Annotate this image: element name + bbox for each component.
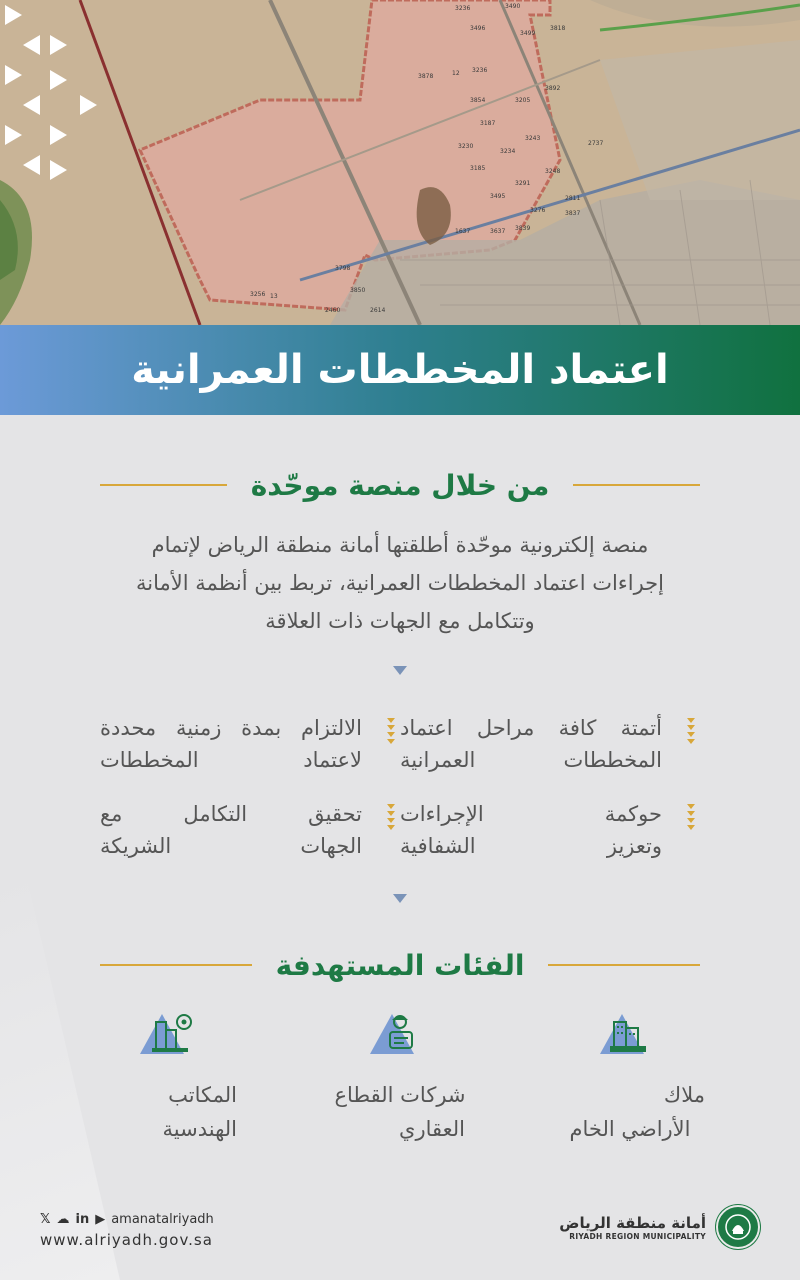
org-name-arabic: أمانة منطقة الرياض xyxy=(559,1213,706,1232)
platform-heading-row xyxy=(100,465,700,505)
map-plot-label: 3495 xyxy=(490,193,506,200)
platform-heading: من خلال منصة موحّدة xyxy=(250,468,550,502)
municipality-seal-icon xyxy=(716,1205,760,1249)
real-estate-engineer-icon xyxy=(370,1008,430,1056)
target-label: شركات القطاع xyxy=(334,1083,466,1107)
website-link[interactable]: www.alriyadh.gov.sa xyxy=(40,1231,213,1249)
footer-logo xyxy=(559,1202,760,1252)
map-plot-label: 3854 xyxy=(470,97,486,104)
chevrons-down-icon xyxy=(382,798,400,832)
map-plot-label: 3185 xyxy=(470,165,486,172)
map-plot-label: 3276 xyxy=(530,207,546,214)
map-plot-label: 2811 xyxy=(565,195,581,202)
feature-line: الجهات الشريكة xyxy=(100,834,362,858)
map-plot-label: 3230 xyxy=(458,143,474,150)
org-name-english: RIYADH REGION MUNICIPALITY xyxy=(569,1231,706,1241)
map-plot-label: 2737 xyxy=(588,140,604,147)
targets-heading: الفئات المستهدفة xyxy=(275,948,525,982)
map-plot-label: 3291 xyxy=(515,180,531,187)
divider-line xyxy=(573,484,700,486)
map-plot-label: 3850 xyxy=(350,287,366,294)
target-label: العقاري xyxy=(399,1117,465,1141)
map-plot-label: 3892 xyxy=(545,85,561,92)
map-plot-label: 3798 xyxy=(335,265,351,272)
map-plot-label: 3818 xyxy=(550,25,566,32)
target-label: الهندسية xyxy=(162,1117,237,1141)
targets-heading-row xyxy=(100,945,700,985)
intro-line: منصة إلكترونية موحّدة أطلقتها أمانة منطقة الرياض لإتمام xyxy=(151,533,649,557)
feature-item xyxy=(100,712,400,776)
map-plot-label: 3248 xyxy=(545,168,561,175)
target-item-real-estate xyxy=(315,1008,485,1146)
map-plot-label: 3839 xyxy=(515,225,531,232)
feature-line: تحقيق التكامل مع xyxy=(100,802,362,826)
map-plot-label: 3490 xyxy=(505,3,521,10)
feature-item xyxy=(400,798,700,862)
target-label: ملاك xyxy=(663,1083,705,1107)
down-triangle-icon xyxy=(393,894,407,903)
map-plot-label: 3234 xyxy=(500,148,516,155)
map-plot-label: 13 xyxy=(270,293,278,300)
map-plot-label: 3878 xyxy=(418,73,434,80)
engineering-office-icon xyxy=(140,1008,200,1056)
map-plot-label: 3837 xyxy=(565,210,581,217)
feature-line: المخططات العمرانية xyxy=(400,748,662,772)
feature-line: أتمتة كافة مراحل اعتماد xyxy=(400,716,662,740)
intro-line: وتتكامل مع الجهات ذات العلاقة xyxy=(265,609,535,633)
map-plot-label: 3205 xyxy=(515,97,531,104)
chevrons-down-icon xyxy=(382,712,400,746)
map-plot-label: 2614 xyxy=(370,307,386,314)
map-plot-label: 3637 xyxy=(490,228,506,235)
target-label: الأراضي الخام xyxy=(569,1117,691,1141)
map-plot-label: 2460 xyxy=(325,307,341,314)
intro-line: إجراءات اعتماد المخططات العمرانية، تربط بين أنظمة الأمانة xyxy=(136,571,664,595)
map-plot-label: 3236 xyxy=(455,5,471,12)
feature-item xyxy=(400,712,700,776)
social-row xyxy=(40,1212,300,1227)
page-title: اعتماد المخططات العمرانية xyxy=(131,347,669,393)
target-label: المكاتب xyxy=(168,1083,237,1107)
down-triangle-icon xyxy=(393,666,407,675)
decorative-arrows xyxy=(0,0,110,190)
buildings-land-icon xyxy=(600,1008,660,1056)
feature-line: الالتزام بمدة زمنية محددة xyxy=(100,716,362,740)
divider-line xyxy=(100,484,227,486)
title-banner xyxy=(0,325,800,415)
divider-line xyxy=(548,964,700,966)
feature-line: حوكمة الإجراءات xyxy=(400,802,662,826)
snapchat-icon[interactable]: ☁ xyxy=(56,1212,70,1227)
feature-item xyxy=(100,798,400,862)
map-plot-label: 3256 xyxy=(250,291,266,298)
map-plot-label: 1637 xyxy=(455,228,471,235)
map-plot-label: 12 xyxy=(452,70,460,77)
youtube-icon[interactable]: ▶ xyxy=(95,1212,106,1227)
chevrons-down-icon xyxy=(682,712,700,746)
map-plot-label: 3187 xyxy=(480,120,496,127)
chevrons-down-icon xyxy=(682,798,700,832)
map-image xyxy=(0,0,800,325)
map-plot-label: 3496 xyxy=(470,25,486,32)
map-drawing xyxy=(0,0,800,325)
feature-line: وتعزيز الشفافية xyxy=(400,834,662,858)
footer-contact xyxy=(40,1212,300,1249)
map-plot-label: 3499 xyxy=(520,30,536,37)
linkedin-icon[interactable]: in xyxy=(75,1212,90,1227)
intro-text xyxy=(95,526,705,640)
map-plot-label: 3236 xyxy=(472,67,488,74)
social-handle[interactable]: amanatalriyadh xyxy=(111,1212,214,1227)
target-item-engineering-offices xyxy=(85,1008,255,1146)
map-plot-label: 3243 xyxy=(525,135,541,142)
x-icon[interactable]: 𝕏 xyxy=(40,1212,51,1227)
feature-line: لاعتماد المخططات xyxy=(100,748,362,772)
divider-line xyxy=(100,964,252,966)
target-item-land-owners xyxy=(545,1008,715,1146)
